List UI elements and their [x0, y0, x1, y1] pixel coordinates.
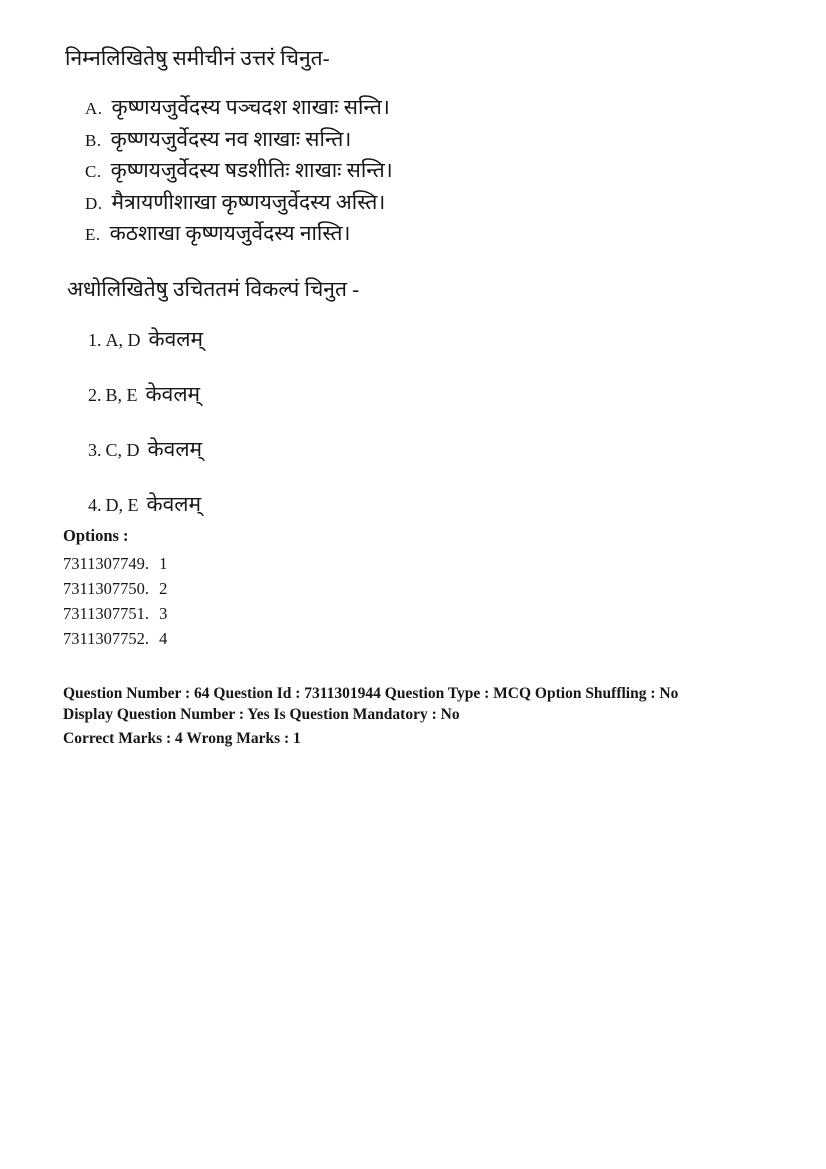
statement-label: C.: [85, 162, 102, 181]
statement-row: [85, 156, 768, 188]
statement-text: मैत्रायणीशाखा कृष्णयजुर्वेदस्य अस्ति।: [111, 189, 386, 214]
option-value: 4: [159, 628, 168, 648]
option-value: 2: [159, 578, 168, 598]
choice-letters: C, D: [105, 439, 140, 460]
choice-suffix: केवलम्: [145, 381, 201, 406]
choice-letters: B, E: [105, 384, 138, 405]
option-id-row: [63, 551, 768, 576]
statement-text: कृष्णयजुर्वेदस्य षडशीतिः शाखाः सन्ति।: [110, 158, 393, 182]
statement-text: कठशाखा कृष्णयजुर्वेदस्य नास्ति।: [109, 221, 351, 245]
statement-row: [85, 125, 768, 157]
choice-letters: D, E: [105, 494, 139, 515]
choice-row: [88, 381, 768, 410]
metadata-line-1-text: Question Number : 64 Question Id : 7311301944 Question Type : MCQ Option Shuffling : No: [63, 684, 679, 702]
option-id: 7311307750.: [63, 578, 150, 598]
statement-row: [85, 93, 768, 125]
metadata-line-1: [63, 683, 753, 726]
metadata-line-2-text: Display Question Number : Yes Is Question Mandatory : No: [63, 706, 460, 723]
statement-row: [85, 188, 768, 220]
option-value: 1: [159, 553, 168, 573]
question-metadata: [63, 683, 768, 750]
choice-number: 3.: [88, 439, 102, 460]
statement-text: कृष्णयजुर्वेदस्य पञ्चदश शाखाः सन्ति।: [111, 95, 390, 119]
option-id-row: [63, 626, 768, 651]
statement-row: [85, 219, 768, 251]
choice-row: [88, 326, 768, 355]
choice-number: 4.: [88, 494, 102, 515]
choice-row: [88, 436, 768, 465]
choice-row: [88, 491, 768, 520]
metadata-marks-line: Correct Marks : 4 Wrong Marks : 1: [63, 729, 301, 747]
option-id-row: [63, 601, 768, 626]
option-id: 7311307752.: [63, 628, 150, 648]
choice-number: 2.: [88, 384, 102, 405]
option-id-list: [63, 551, 768, 651]
options-section: [63, 526, 768, 651]
choice-number: 1.: [88, 329, 102, 350]
choice-suffix: केवलम्: [146, 491, 202, 516]
statement-text: कृष्णयजुर्वेदस्य नव शाखाः सन्ति।: [110, 126, 352, 151]
statement-label: B.: [85, 130, 102, 150]
choice-suffix: केवलम्: [148, 326, 204, 351]
option-id-row: [63, 576, 768, 601]
question-instruction: निम्नलिखितेषु समीचीनं उत्तरं चिनुत-: [65, 46, 330, 70]
statement-list: [85, 93, 768, 251]
option-id: 7311307751.: [63, 603, 150, 623]
statement-label: E.: [85, 225, 101, 244]
statement-label: D.: [85, 193, 103, 213]
options-heading: Options :: [63, 525, 129, 545]
option-value: 3: [159, 603, 168, 623]
choice-letters: A, D: [105, 329, 141, 350]
option-id: 7311307749.: [63, 553, 150, 573]
statement-label: A.: [85, 99, 103, 118]
choice-list: [88, 326, 768, 520]
choice-suffix: केवलम्: [147, 436, 203, 461]
answer-instruction: अधोलिखितेषु उचिततमं विकल्पं चिनुत -: [67, 276, 360, 301]
